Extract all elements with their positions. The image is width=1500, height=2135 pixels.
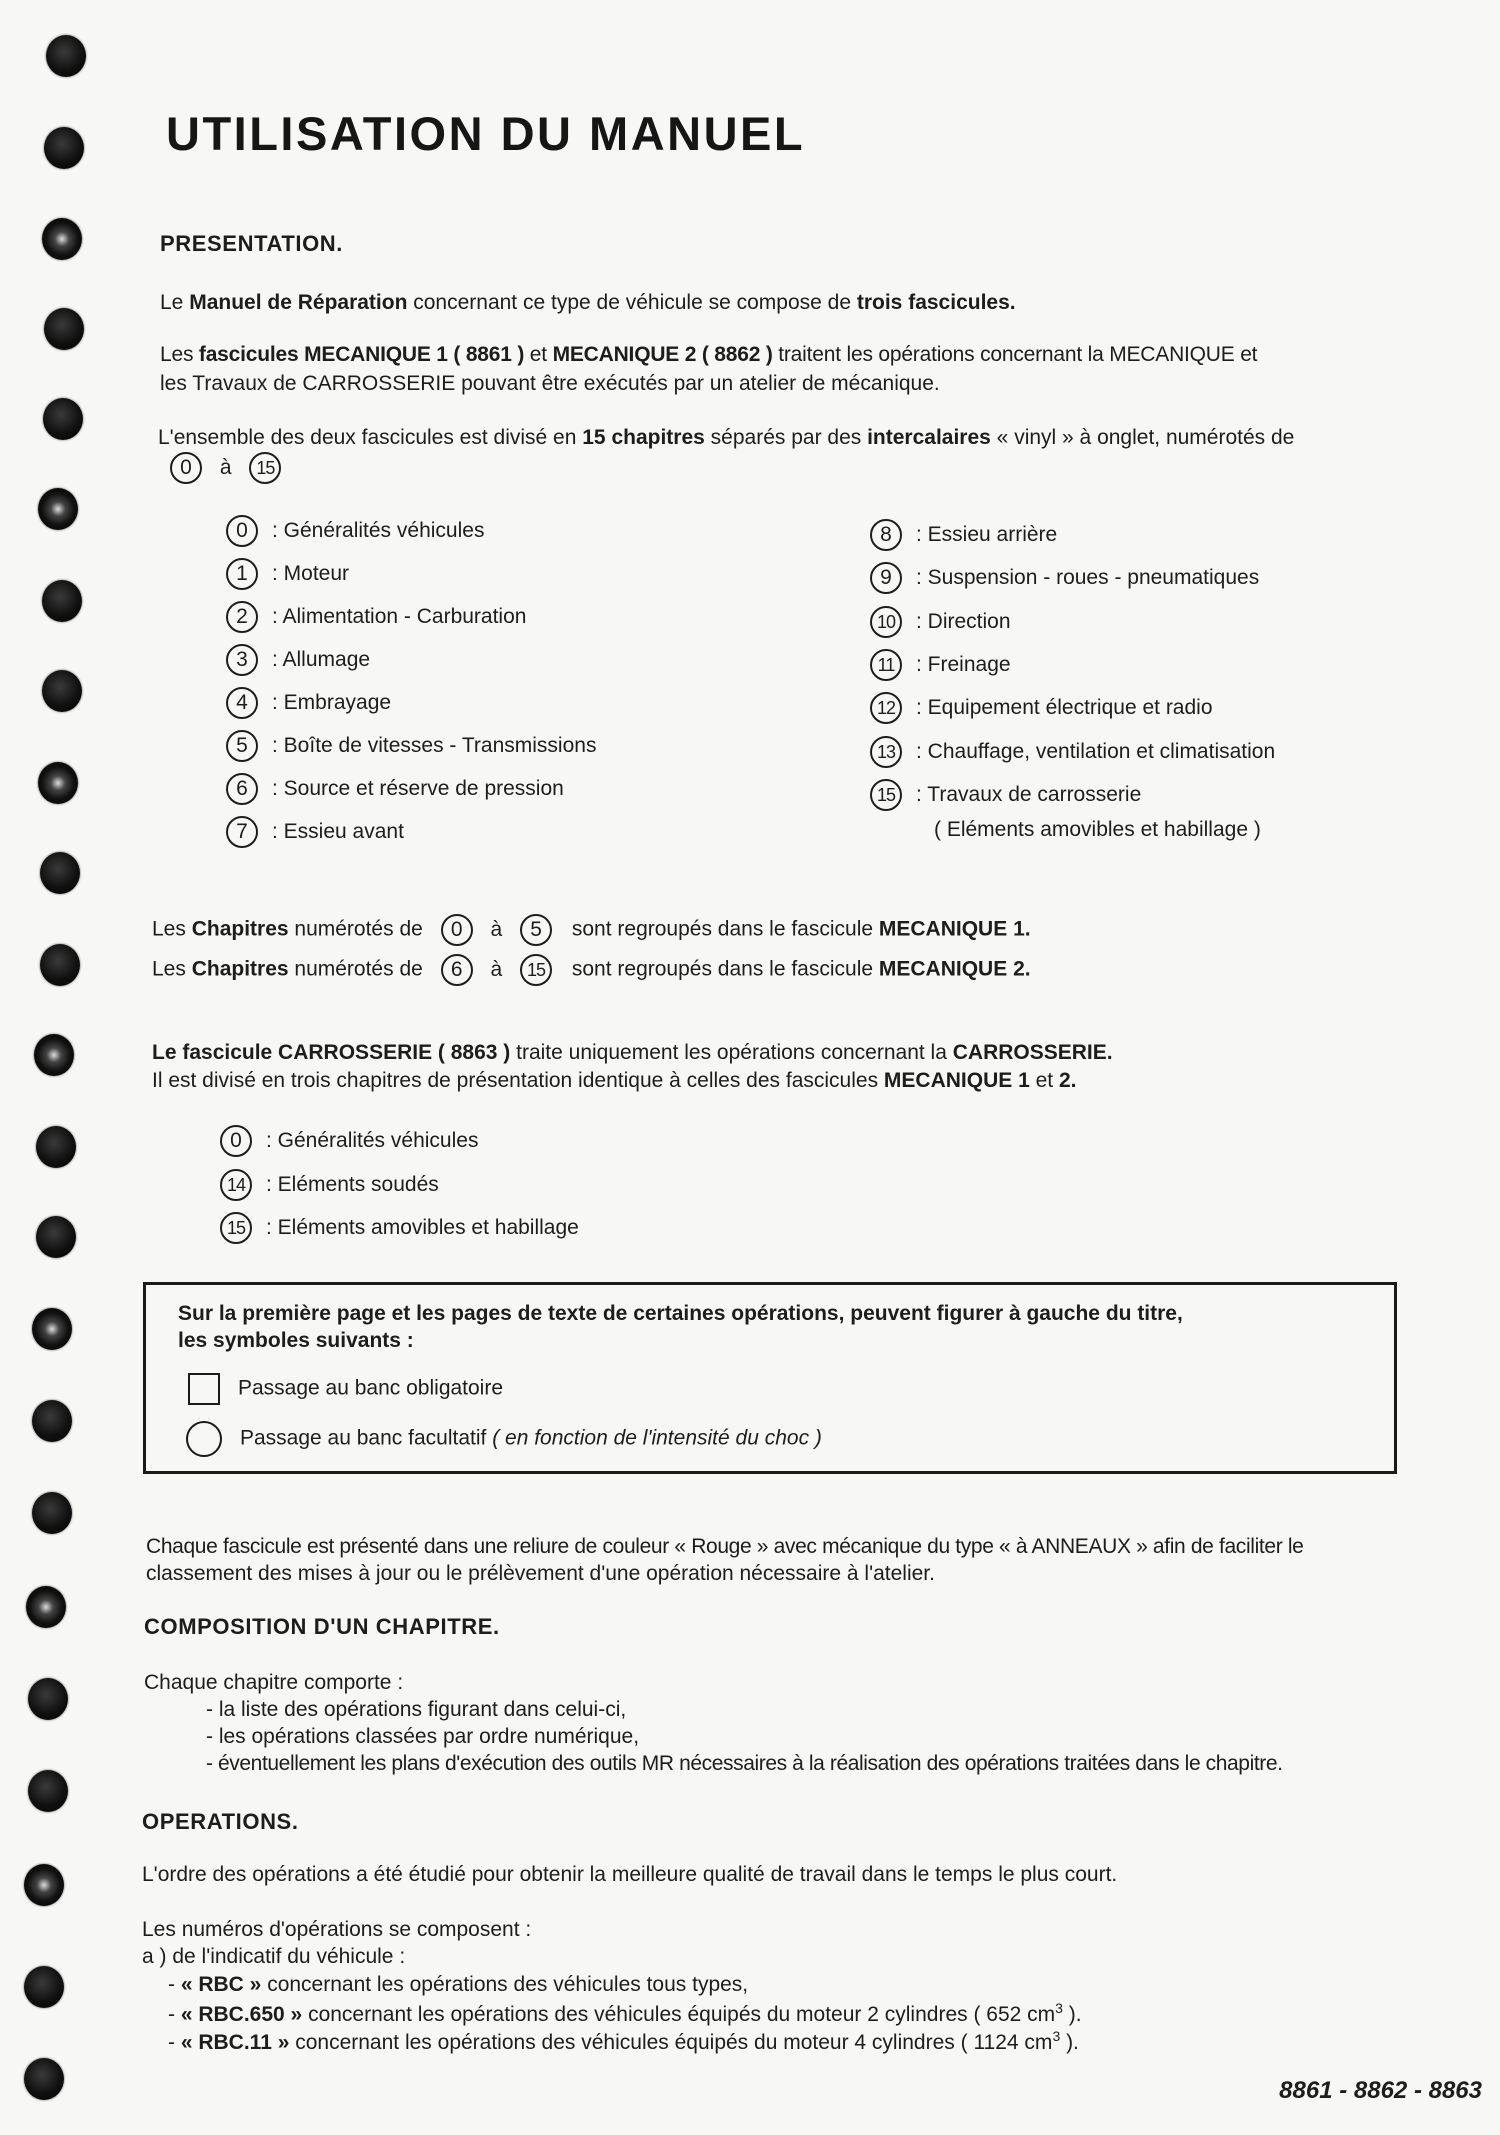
circle-symbol-icon — [186, 1421, 222, 1457]
binding-line-2: classement des mises à jour ou le prélèvement d'une opération nécessaire à l'atelier. — [146, 1562, 935, 1585]
punch-hole — [28, 1678, 68, 1720]
chapter-item — [870, 648, 1011, 682]
punch-hole — [24, 1864, 64, 1906]
text-italic: ( en fonction de l'intensité du choc ) — [492, 1426, 822, 1450]
text: Il est divisé en trois chapitres de présentation identique à celles des fascicules — [152, 1069, 884, 1092]
chapter-item — [226, 514, 484, 548]
chapter-label: : Freinage — [916, 652, 1011, 676]
chapter-number-badge: 12 — [870, 692, 902, 724]
operations-p3: a ) de l'indicatif du véhicule : — [142, 1945, 406, 1968]
text-bold: MECANIQUE 2. — [878, 957, 1031, 981]
chapter-item — [226, 686, 391, 720]
text-bold: MECANIQUE 1 — [883, 1069, 1030, 1092]
superscript: 3 — [1055, 2000, 1063, 2016]
chapter-label: : Embrayage — [272, 691, 392, 714]
text: traite uniquement les opérations concernant la — [510, 1041, 953, 1064]
text: Les — [160, 343, 199, 366]
text: ). — [1062, 2003, 1082, 2026]
chapter-item — [870, 605, 1011, 639]
chapter-number-badge: 15 — [870, 779, 902, 811]
chapter-item — [226, 729, 596, 763]
operations-heading: OPERATIONS. — [142, 1809, 299, 1834]
carrosserie-line-1 — [152, 1040, 1113, 1066]
chapter-item — [870, 778, 1141, 812]
punch-hole — [32, 1400, 72, 1442]
text: à — [490, 957, 503, 981]
punch-hole — [42, 580, 82, 622]
chapter-label: : Généralités véhicules — [272, 519, 485, 542]
chapter-number-badge: 10 — [870, 606, 902, 638]
chapter-number-badge: 5 — [520, 914, 552, 946]
chapter-item — [870, 691, 1213, 725]
chapter-item — [870, 518, 1057, 552]
chapter-number-badge: 2 — [226, 601, 258, 633]
punch-holes — [0, 0, 110, 2135]
chapter-number-badge: 0 — [170, 452, 202, 484]
symbols-box — [143, 1282, 1397, 1474]
punch-hole — [40, 944, 80, 986]
text: à — [490, 917, 503, 941]
punch-hole — [46, 35, 86, 77]
chapter-label: : Chauffage, ventilation et climatisation — [916, 739, 1276, 763]
text: concernant les opérations des véhicules équipés du moteur 2 cylindres ( 652 cm — [302, 2003, 1056, 2026]
chapter-number-badge: 5 — [226, 730, 258, 762]
chapter-item — [226, 643, 370, 677]
chapter-label: : Source et réserve de pression — [272, 777, 564, 800]
composition-intro: Chaque chapitre comporte : — [144, 1671, 404, 1694]
operation-code-item — [168, 2028, 1079, 2056]
symbols-intro-line2: les symboles suivants : — [178, 1329, 414, 1352]
text: et — [524, 343, 553, 366]
operation-code: « RBC » — [180, 1973, 262, 1996]
chapter-number-badge: 9 — [870, 562, 902, 594]
chapter-item — [226, 772, 564, 806]
chapter-label: : Essieu arrière — [916, 523, 1058, 546]
chapter-label: : Boîte de vitesses - Transmissions — [272, 734, 597, 757]
symbol-row-circle — [186, 1421, 822, 1457]
text: numérotés de — [288, 957, 423, 981]
punch-hole — [36, 1216, 76, 1258]
chapter-label: : Direction — [916, 609, 1011, 633]
square-symbol-icon — [188, 1373, 220, 1405]
punch-hole — [44, 308, 84, 350]
text: sont regroupés dans le fascicule — [571, 917, 879, 941]
chapter-number-badge: 7 — [226, 816, 258, 848]
chapter-number-badge: 6 — [441, 954, 473, 986]
group-line-1 — [152, 914, 1031, 946]
chapter-number-badge: 14 — [220, 1169, 252, 1201]
text: traitent les opérations concernant la MECANIQUE et — [772, 343, 1258, 366]
operation-code: « RBC.11 » — [180, 2031, 290, 2054]
chapter-number-badge: 1 — [226, 558, 258, 590]
composition-item: - les opérations classées par ordre numérique, — [206, 1725, 640, 1748]
punch-hole — [36, 1126, 76, 1168]
composition-item: - la liste des opérations figurant dans celui-ci, — [206, 1698, 627, 1721]
document-reference: 8861 - 8862 - 8863 — [1279, 2077, 1482, 2104]
chapter-note: ( Eléments amovibles et habillage ) — [934, 818, 1261, 841]
text-bold: MECANIQUE 2 ( 8862 ) — [552, 343, 773, 366]
symbol-row-square — [188, 1373, 503, 1405]
chapter-label: : Equipement électrique et radio — [916, 696, 1213, 720]
text: - — [168, 2031, 181, 2054]
text: séparés par des — [704, 426, 868, 449]
text-bold: Chapitres — [191, 957, 289, 981]
text: à — [219, 455, 232, 479]
text: « vinyl » à onglet, numérotés de — [990, 426, 1295, 449]
operations-p2: Les numéros d'opérations se composent : — [142, 1918, 532, 1941]
chapter-label: : Essieu avant — [272, 820, 404, 843]
chapter-number-badge: 8 — [870, 519, 902, 551]
chapter-number-badge: 13 — [870, 736, 902, 768]
punch-hole — [43, 398, 83, 440]
text-bold: intercalaires — [867, 426, 991, 449]
binding-line-1: Chaque fascicule est présenté dans une reliure de couleur « Rouge » avec mécanique du type « à ANNEAUX » afin de faciliter le — [146, 1535, 1304, 1558]
text-bold: Chapitres — [191, 917, 289, 941]
chapter-label: : Moteur — [272, 562, 350, 585]
text-bold: MECANIQUE 1. — [878, 917, 1031, 941]
presentation-p3-line1 — [158, 425, 1294, 451]
text: ). — [1060, 2031, 1079, 2054]
chapter-label: : Travaux de carrosserie — [916, 782, 1142, 806]
text: concernant les opérations des véhicules équipés du moteur 4 cylindres ( 1124 cm — [289, 2031, 1053, 2054]
chapter-label: : Alimentation - Carburation — [272, 605, 527, 628]
punch-hole — [44, 127, 84, 169]
chapter-item — [870, 561, 1259, 595]
text-bold: 2. — [1058, 1069, 1077, 1092]
chapter-number-badge: 6 — [226, 773, 258, 805]
text: concernant ce type de véhicule se compose de — [407, 291, 857, 314]
chapter-label: : Suspension - roues - pneumatiques — [916, 566, 1260, 590]
punch-hole — [40, 852, 80, 894]
presentation-p2-line1 — [160, 342, 1257, 368]
chapter-label: : Eléments amovibles et habillage — [266, 1216, 579, 1239]
chapter-number-badge: 0 — [220, 1125, 252, 1157]
text-bold: trois fascicules. — [856, 291, 1016, 314]
presentation-p1 — [160, 290, 1016, 316]
presentation-p2-line2: les Travaux de CARROSSERIE pouvant être exécutés par un atelier de mécanique. — [160, 372, 940, 395]
page-title: UTILISATION DU MANUEL — [166, 107, 806, 160]
text-bold: fascicules MECANIQUE 1 ( 8861 ) — [198, 343, 525, 366]
text-bold: 15 chapitres — [582, 426, 705, 449]
chapter-number-badge: 0 — [226, 515, 258, 547]
chapter-number-badge: 15 — [520, 954, 552, 986]
chapter-number-badge: 15 — [249, 452, 281, 484]
composition-heading: COMPOSITION D'UN CHAPITRE. — [144, 1614, 500, 1639]
text: - — [168, 2003, 181, 2026]
chapter-item — [220, 1124, 478, 1158]
chapter-item — [226, 557, 349, 591]
chapter-number-badge: 4 — [226, 687, 258, 719]
chapter-number-badge: 15 — [220, 1212, 252, 1244]
operations-p1: L'ordre des opérations a été étudié pour obtenir la meilleure qualité de travail dans le temps le plus court. — [142, 1863, 1118, 1886]
chapter-label: : Généralités véhicules — [266, 1129, 479, 1152]
text: concernant les opérations des véhicules tous types, — [261, 1973, 749, 1996]
operation-code-item — [168, 2000, 1082, 2028]
chapter-item — [870, 735, 1275, 769]
text: L'ensemble des deux fascicules est divisé en — [158, 426, 583, 449]
chapter-label: : Eléments soudés — [266, 1172, 439, 1196]
text: Les — [152, 957, 192, 981]
operation-code-item — [168, 1972, 748, 1998]
punch-hole — [38, 488, 78, 530]
composition-item: - éventuellement les plans d'exécution des outils MR nécessaires à la réalisation des opérations traitées dans le chapitre. — [206, 1752, 1283, 1775]
presentation-heading: PRESENTATION. — [160, 231, 343, 256]
text: Les — [152, 917, 192, 941]
punch-hole — [28, 1770, 68, 1812]
punch-hole — [24, 2058, 64, 2100]
chapter-number-badge: 0 — [441, 914, 473, 946]
text: Le — [160, 291, 190, 314]
text-bold: CARROSSERIE. — [952, 1041, 1113, 1064]
text: sont regroupés dans le fascicule — [571, 957, 879, 981]
punch-hole — [32, 1492, 72, 1534]
text: et — [1029, 1069, 1059, 1092]
punch-hole — [26, 1586, 66, 1628]
punch-hole — [38, 762, 78, 804]
symbols-intro-line1: Sur la première page et les pages de texte de certaines opérations, peuvent figurer à gauche du titre, — [178, 1302, 1183, 1325]
punch-hole — [32, 1308, 72, 1350]
text: - — [168, 1973, 181, 1996]
superscript: 3 — [1052, 2028, 1061, 2044]
text: Passage au banc obligatoire — [238, 1376, 504, 1400]
punch-hole — [24, 1966, 64, 2008]
chapter-item — [220, 1211, 579, 1245]
presentation-p3-line2 — [170, 452, 281, 484]
text-bold: Manuel de Réparation — [189, 291, 408, 314]
carrosserie-line-2 — [152, 1068, 1076, 1094]
chapter-item — [226, 600, 526, 634]
chapter-number-badge: 11 — [870, 649, 902, 681]
text: numérotés de — [288, 917, 423, 941]
chapter-item — [226, 815, 404, 849]
chapter-label: : Allumage — [272, 648, 371, 671]
operation-code: « RBC.650 » — [180, 2003, 303, 2026]
chapter-item — [220, 1168, 439, 1202]
punch-hole — [42, 670, 82, 712]
text: Passage au banc facultatif — [240, 1426, 487, 1450]
text-bold: Le fascicule CARROSSERIE ( 8863 ) — [152, 1041, 511, 1064]
punch-hole — [42, 218, 82, 260]
group-line-2 — [152, 954, 1031, 986]
chapter-number-badge: 3 — [226, 644, 258, 676]
punch-hole — [34, 1034, 74, 1076]
